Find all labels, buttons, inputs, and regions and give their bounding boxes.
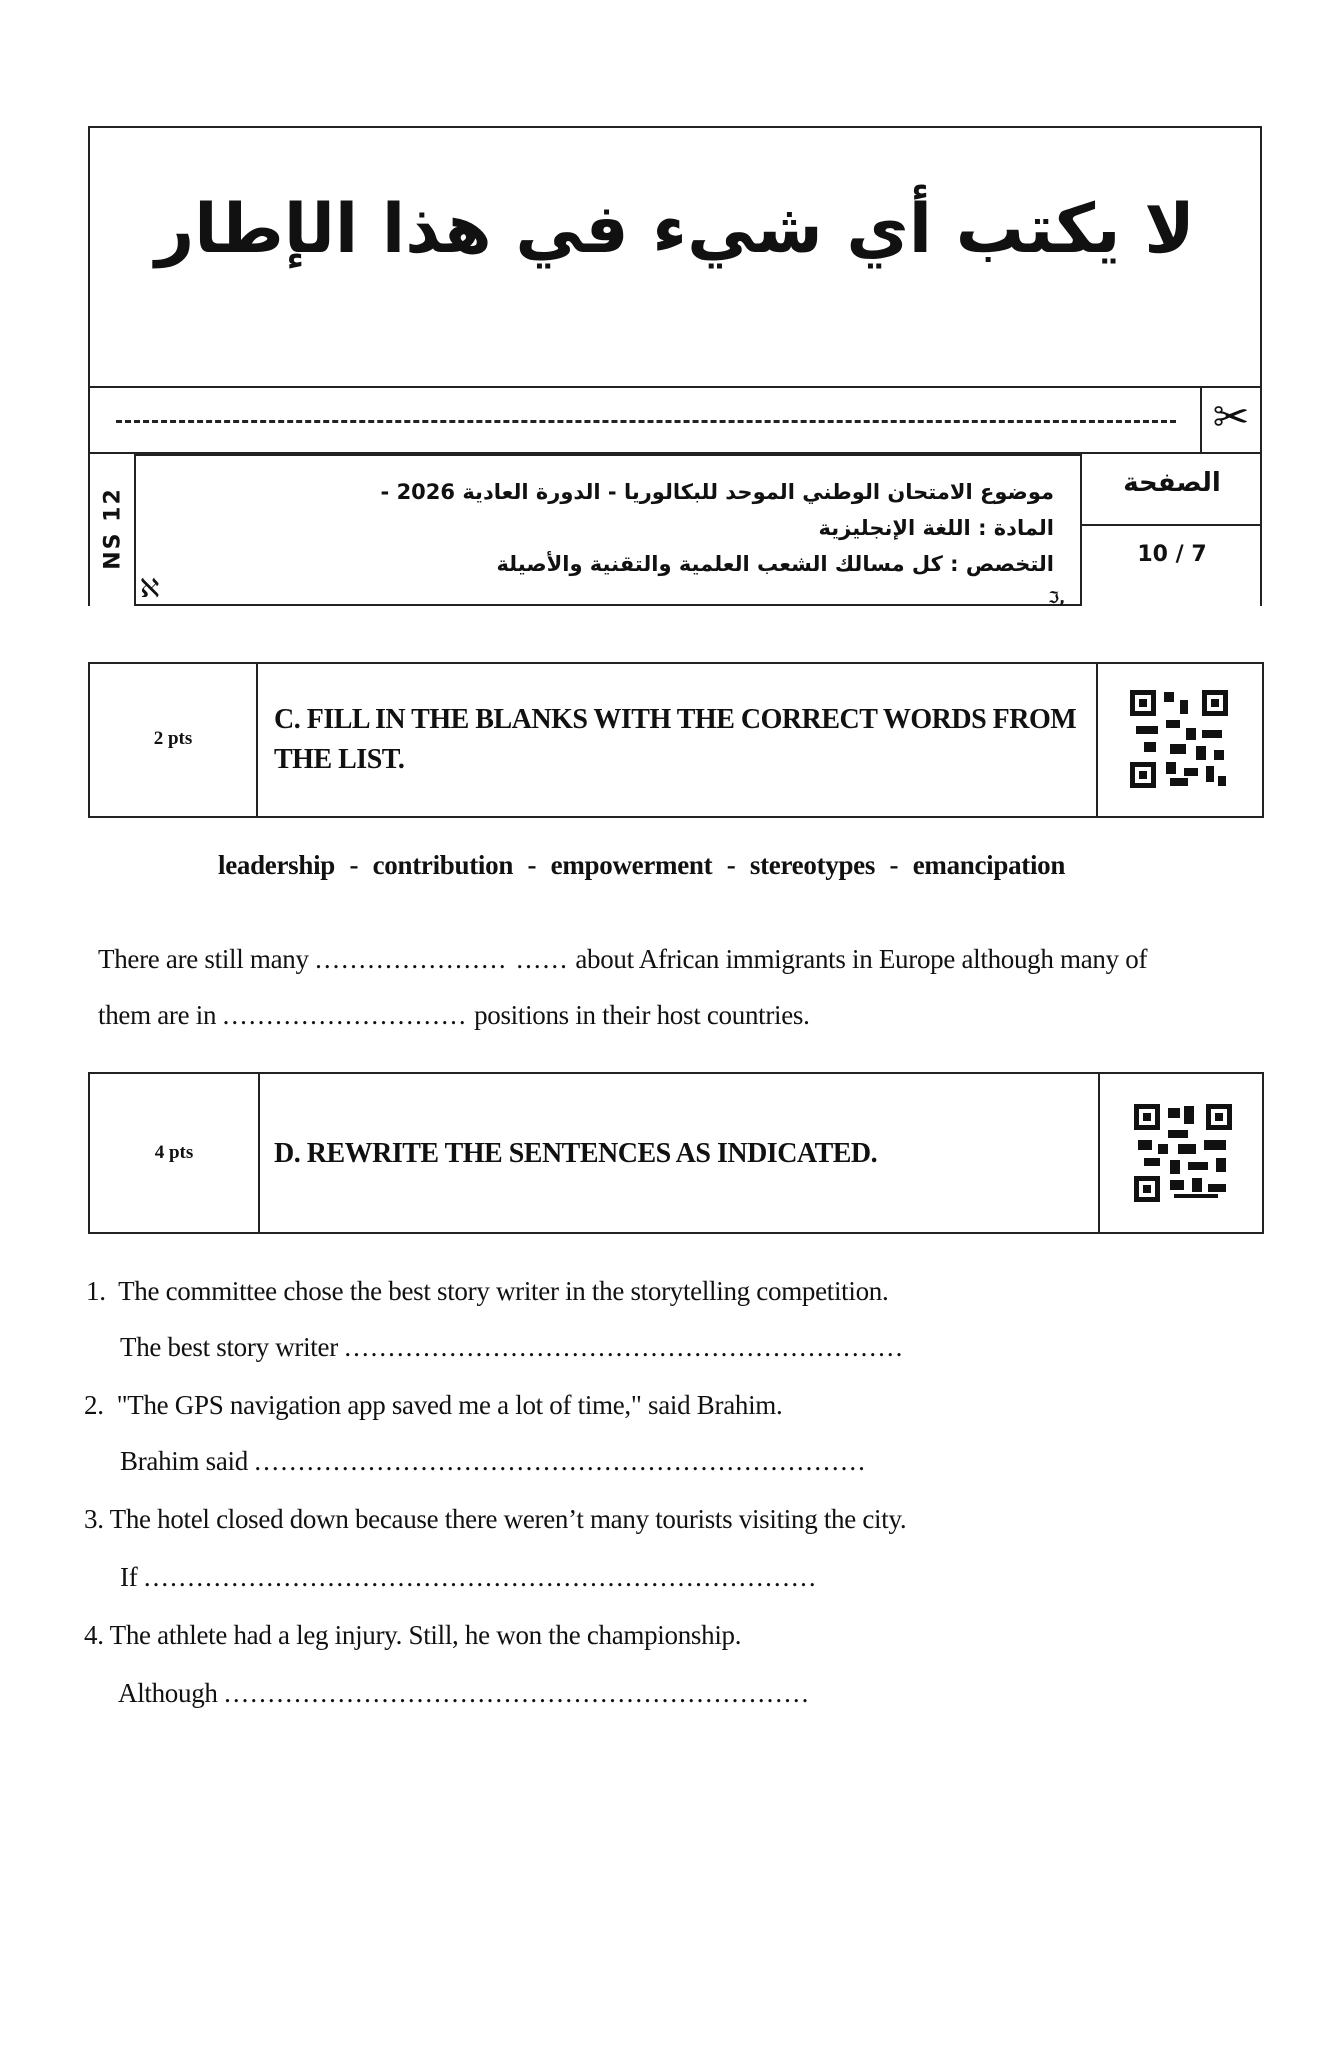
scissors-icon: ✂ <box>1212 392 1250 443</box>
handwritten-mark: ℵ <box>140 574 160 604</box>
item-sentence: The hotel closed down because there weren’t many tourists visiting the city. <box>109 1504 907 1534</box>
rewrite-item-1 <box>86 1276 888 1307</box>
item-number: 4. <box>84 1620 104 1650</box>
answer-field[interactable]: ............................................................................. <box>143 1562 818 1592</box>
word-separator: - <box>889 850 899 880</box>
word-item: leadership <box>218 850 336 880</box>
page-number: 10 / 7 <box>1137 542 1207 567</box>
exam-code: NS 12 <box>100 487 126 570</box>
answer-field[interactable]: ................................................................... <box>224 1678 811 1708</box>
section-d-title: D. REWRITE THE SENTENCES AS INDICATED. <box>274 1138 878 1169</box>
cut-dashed-line <box>116 420 1176 423</box>
section-d-points: 4 pts <box>154 1142 194 1163</box>
rewrite-item-2 <box>84 1390 782 1421</box>
word-separator: - <box>527 850 537 880</box>
section-c-title-line1: C. FILL IN THE BLANKS WITH THE CORRECT WORDS FROM <box>274 704 1077 735</box>
item-number: 1. <box>86 1276 106 1306</box>
item-sentence: The committee chose the best story writer in the storytelling competition. <box>118 1276 889 1306</box>
rewrite-answer-4 <box>118 1678 810 1709</box>
rewrite-answer-3 <box>120 1562 818 1593</box>
blank-sentence-line1: There are still many ...................... ...... about African immigrants in Europe although many of <box>98 944 1148 974</box>
word-list <box>218 850 1178 881</box>
exam-specialty: التخصص : كل مسالك الشعب العلمية والتقنية والأصيلة <box>496 552 1054 576</box>
word-separator: - <box>349 850 359 880</box>
blank-field[interactable]: ...................... ...... <box>315 944 569 974</box>
answer-field[interactable]: ................................................................ <box>344 1332 905 1362</box>
item-sentence: "The GPS navigation app saved me a lot of time," said Brahim. <box>116 1390 783 1420</box>
qr-code <box>1130 690 1228 788</box>
rewrite-answer-2 <box>120 1446 867 1477</box>
answer-prompt: If <box>120 1562 138 1592</box>
item-sentence: The athlete had a leg injury. Still, he won the championship. <box>109 1620 742 1650</box>
blank-sentence-line2: them are in ............................ positions in their host countries. <box>98 1000 810 1030</box>
word-item: contribution <box>372 850 514 880</box>
section-c-title-line2: THE LIST. <box>274 744 405 775</box>
exam-title: موضوع الامتحان الوطني الموحد للبكالوريا - الدورة العادية 2026 - <box>380 480 1054 504</box>
word-item: stereotypes <box>749 850 876 880</box>
word-item: emancipation <box>912 850 1066 880</box>
blank-field[interactable]: ............................ <box>222 1000 468 1030</box>
page-label: الصفحة <box>1123 468 1221 498</box>
word-item: empowerment <box>550 850 713 880</box>
section-c-box <box>88 662 1264 818</box>
qr-code <box>1134 1104 1232 1202</box>
page-box-divider <box>1082 524 1262 526</box>
answer-prompt: The best story writer <box>120 1332 338 1362</box>
answer-prompt: Although <box>118 1678 218 1708</box>
answer-field[interactable]: ...................................................................... <box>254 1446 867 1476</box>
word-separator: - <box>726 850 736 880</box>
exam-subject: المادة : اللغة الإنجليزية <box>818 516 1054 540</box>
item-number: 3. <box>84 1504 104 1534</box>
rewrite-item-4 <box>84 1620 741 1651</box>
answer-prompt: Brahim said <box>120 1446 248 1476</box>
handwritten-mark: ℑ, <box>1048 588 1066 607</box>
no-write-banner: لا يكتب أي شيء في هذا الإطار <box>155 190 1195 269</box>
rewrite-item-3 <box>84 1504 906 1535</box>
item-number: 2. <box>84 1390 104 1420</box>
rewrite-answer-1 <box>120 1332 904 1363</box>
section-c-points: 2 pts <box>153 728 193 749</box>
